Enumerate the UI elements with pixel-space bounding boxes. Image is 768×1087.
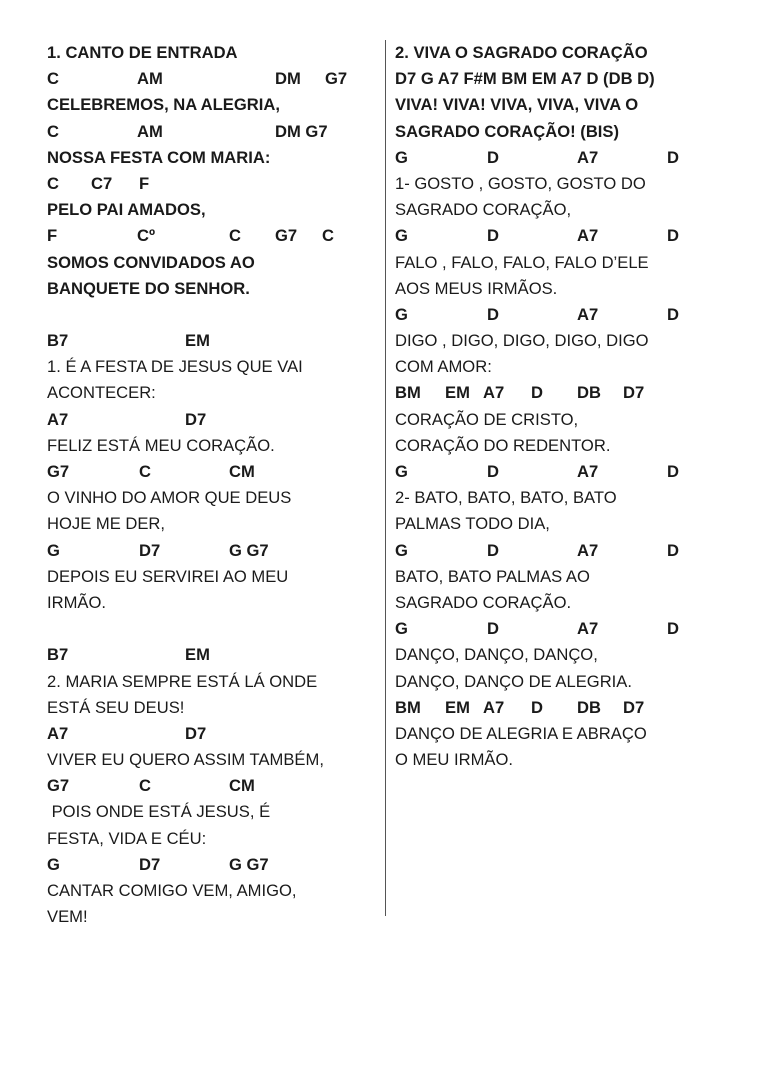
- chord: DB: [577, 383, 601, 403]
- chord: G: [395, 540, 408, 560]
- chord: F: [47, 226, 58, 246]
- chord-line: [395, 616, 735, 642]
- chord-line: [395, 223, 735, 249]
- lyric-line: DIGO , DIGO, DIGO, DIGO, DIGO: [395, 331, 649, 351]
- chord-line: [47, 119, 377, 145]
- chord: G7: [275, 226, 298, 246]
- chord: A7: [577, 619, 599, 639]
- chord: EM: [445, 697, 470, 717]
- lyric-line: DANÇO, DANÇO DE ALEGRIA.: [395, 671, 632, 691]
- chord-line: [47, 171, 377, 197]
- chord: D7: [623, 383, 645, 403]
- chord: G: [395, 462, 408, 481]
- chord: D: [667, 619, 679, 639]
- chord: D: [487, 226, 499, 246]
- chord-line: [395, 380, 735, 406]
- chord-line: [395, 459, 735, 485]
- chord: D7: [139, 854, 161, 874]
- chord: A7: [483, 697, 505, 717]
- lyric-line: ACONTECER:: [47, 383, 156, 403]
- chord: C: [229, 226, 241, 246]
- chord: G: [395, 304, 408, 324]
- lyric-line: SAGRADO CORAÇÃO! (BIS): [395, 121, 620, 141]
- chord: D: [667, 226, 679, 246]
- chord: G7: [47, 776, 70, 796]
- chord-line: [395, 695, 735, 721]
- lyric-line: VEM!: [47, 907, 88, 927]
- chord: A7: [577, 226, 599, 246]
- chord-line: [47, 773, 377, 799]
- lyric-line: FALO , FALO, FALO, FALO D’ELE: [395, 252, 649, 272]
- chord: CM: [229, 776, 255, 796]
- song-title: 1. CANTO DE ENTRADA: [47, 43, 238, 62]
- chord: BM: [395, 383, 421, 403]
- chord: A7: [577, 147, 599, 167]
- chord: A7: [577, 304, 599, 324]
- chord: B7: [47, 645, 69, 665]
- chord: G: [395, 226, 408, 246]
- chord: D: [531, 383, 543, 403]
- chord: A7: [47, 723, 69, 743]
- lyric-line: CORAÇÃO DO REDENTOR.: [395, 435, 611, 455]
- chord: B7: [47, 331, 69, 351]
- chord: C: [139, 776, 151, 796]
- chord: AM: [137, 121, 163, 141]
- lyric-line: FESTA, VIDA E CÉU:: [47, 828, 207, 848]
- chord: C: [139, 462, 151, 481]
- chord: D7: [185, 723, 207, 743]
- chord: D: [487, 619, 499, 639]
- chord: CM: [229, 462, 255, 481]
- column-divider: [385, 40, 386, 916]
- chord-line: [47, 721, 377, 747]
- chord-line: [47, 459, 377, 485]
- lyric-line: PELO PAI AMADOS,: [47, 200, 206, 220]
- chord: C: [47, 173, 59, 193]
- chord: F: [139, 173, 150, 193]
- lyric-line: DANÇO DE ALEGRIA E ABRAÇO: [395, 723, 647, 743]
- chord: C: [47, 121, 59, 141]
- chord: DB: [577, 697, 601, 717]
- chord: G: [47, 854, 60, 874]
- chord: A7: [577, 540, 599, 560]
- lyric-line: IRMÃO.: [47, 592, 107, 612]
- chord: D7: [623, 697, 645, 717]
- lyric-line: CELEBREMOS, NA ALEGRIA,: [47, 95, 280, 115]
- chord: G: [47, 540, 60, 560]
- lyric-line: CANTAR COMIGO VEM, AMIGO,: [47, 881, 297, 900]
- chord: D: [487, 147, 499, 167]
- lyric-line: 2- BATO, BATO, BATO, BATO: [395, 488, 617, 508]
- chord: G: [395, 147, 408, 167]
- chord: C: [322, 226, 334, 246]
- chord: C7: [91, 173, 113, 193]
- chord: A7: [483, 383, 505, 403]
- chord-line: [395, 145, 735, 171]
- spacer: [47, 616, 377, 642]
- chord: D7: [139, 540, 161, 560]
- chord-line: [395, 538, 735, 564]
- chord: Cº: [137, 226, 156, 246]
- chord-line: [395, 302, 735, 328]
- lyric-line: 1. É A FESTA DE JESUS QUE VAI: [47, 357, 303, 377]
- lyric-line: SOMOS CONVIDADOS AO: [47, 252, 255, 272]
- lyric-line: PALMAS TODO DIA,: [395, 514, 550, 534]
- lyric-line: 2. MARIA SEMPRE ESTÁ LÁ ONDE: [47, 671, 318, 691]
- chord: D: [667, 540, 679, 560]
- left-column: [47, 40, 377, 930]
- chord: DM: [275, 69, 301, 89]
- lyric-line: DANÇO, DANÇO, DANÇO,: [395, 645, 598, 665]
- chord: AM: [137, 69, 163, 89]
- chord: G7: [47, 462, 70, 481]
- chord: D: [667, 147, 679, 167]
- chord: D: [531, 697, 543, 717]
- chord: EM: [185, 331, 210, 351]
- lyric-line: AOS MEUS IRMÃOS.: [395, 278, 558, 298]
- lyric-line: CORAÇÃO DE CRISTO,: [395, 409, 579, 429]
- chord-line: [47, 538, 377, 564]
- chord: D: [487, 540, 499, 560]
- lyric-line: POIS ONDE ESTÁ JESUS, É: [47, 802, 271, 822]
- chord-line: [47, 852, 377, 878]
- chord: G: [395, 619, 408, 639]
- lyric-line: 1- GOSTO , GOSTO, GOSTO DO: [395, 173, 646, 193]
- chord: D: [667, 462, 679, 481]
- lyric-line: ESTÁ SEU DEUS!: [47, 697, 185, 717]
- chord: C: [47, 69, 59, 89]
- chord-line: [47, 407, 377, 433]
- lyric-line: O VINHO DO AMOR QUE DEUS: [47, 488, 292, 508]
- chord: EM: [185, 645, 210, 665]
- chord: EM: [445, 383, 470, 403]
- lyric-line: DEPOIS EU SERVIREI AO MEU: [47, 566, 289, 586]
- lyric-line: FELIZ ESTÁ MEU CORAÇÃO.: [47, 435, 275, 455]
- chord-line: D7 G A7 F#M BM EM A7 D (DB D): [395, 69, 655, 89]
- lyric-line: HOJE ME DER,: [47, 514, 166, 534]
- chord: G7: [325, 69, 348, 89]
- lyric-line: VIVER EU QUERO ASSIM TAMBÉM,: [47, 750, 324, 770]
- chord-line: [47, 223, 377, 249]
- chord: G G7: [229, 540, 269, 560]
- chord: D: [487, 304, 499, 324]
- song-title: 2. VIVA O SAGRADO CORAÇÃO: [395, 43, 648, 62]
- lyric-line: NOSSA FESTA COM MARIA:: [47, 147, 271, 167]
- chord: DM G7: [275, 121, 328, 141]
- chord-line: [47, 328, 377, 354]
- chord-line: [47, 642, 377, 668]
- lyric-line: SAGRADO CORAÇÃO.: [395, 592, 572, 612]
- chord-line: [47, 66, 377, 92]
- chord: A7: [47, 409, 69, 429]
- spacer: [47, 302, 377, 328]
- lyric-line: BANQUETE DO SENHOR.: [47, 278, 250, 298]
- chord: G G7: [229, 854, 269, 874]
- lyric-line: O MEU IRMÃO.: [395, 750, 514, 770]
- chord: A7: [577, 462, 599, 481]
- lyric-line: COM AMOR:: [395, 357, 492, 377]
- right-column: [395, 40, 735, 773]
- chord: D: [487, 462, 499, 481]
- chord: D: [667, 304, 679, 324]
- chord: D7: [185, 409, 207, 429]
- chord: BM: [395, 697, 421, 717]
- lyric-line: SAGRADO CORAÇÃO,: [395, 200, 572, 220]
- lyric-line: VIVA! VIVA! VIVA, VIVA, VIVA O: [395, 95, 639, 115]
- lyric-line: BATO, BATO PALMAS AO: [395, 566, 590, 586]
